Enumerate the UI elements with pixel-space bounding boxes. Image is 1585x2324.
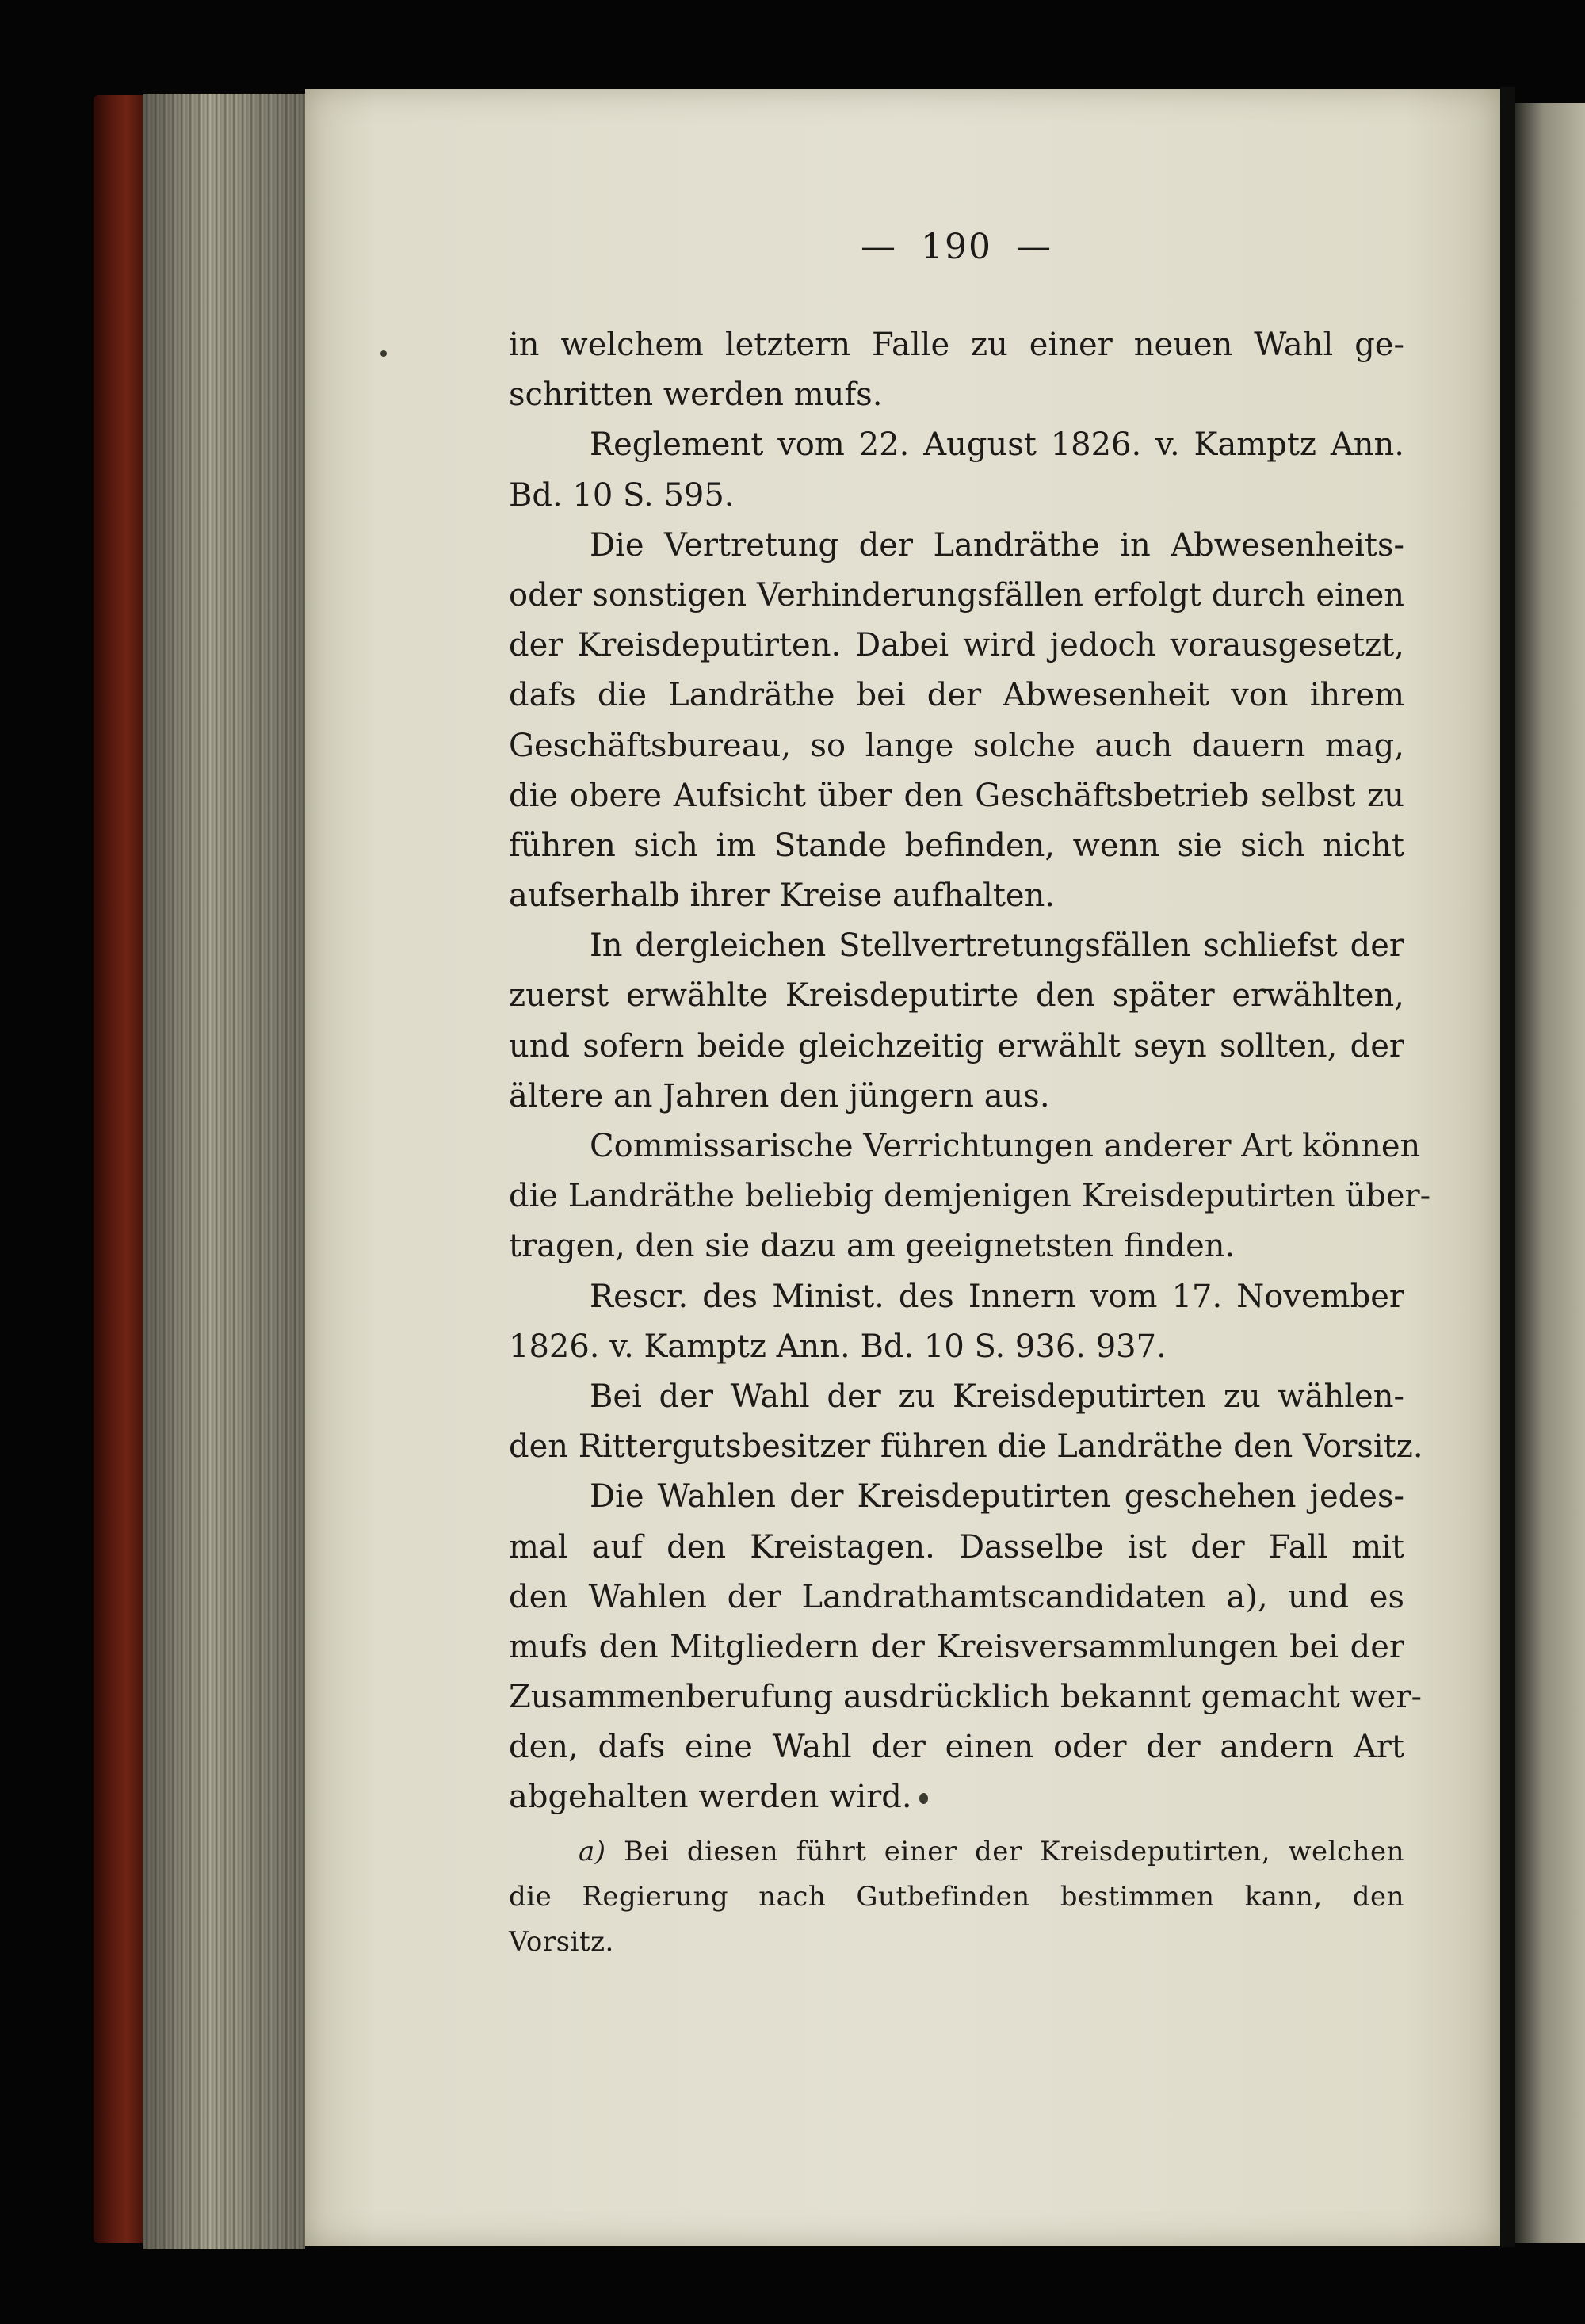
- book-gutter: [1500, 87, 1515, 2247]
- footnote-line: die Regierung nach Gutbefinden bestimmen kann, den: [509, 1881, 1404, 1913]
- text-line: den Rittergutsbesitzer führen die Landräthe den Vorsitz.: [509, 1428, 1423, 1466]
- text-line: schritten werden mufs.: [509, 377, 883, 414]
- text-line: den Wahlen der Landrathamtscandidaten a), und es: [509, 1578, 1404, 1615]
- page-number: 190: [921, 227, 992, 267]
- footnote-line-text: Bei diesen führt einer der Kreisdeputirten, welchen: [623, 1836, 1404, 1867]
- text-line: Die Wahlen der Kreisdeputirten geschehen jedes-: [590, 1478, 1404, 1516]
- text-line: der Kreisdeputirten. Dabei wird jedoch vorausgesetzt,: [509, 627, 1404, 664]
- stacked-page-edges: [143, 94, 305, 2249]
- text-line: Commissarische Verrichtungen anderer Art können: [590, 1128, 1421, 1164]
- text-line: Rescr. des Minist. des Innern vom 17. November: [590, 1278, 1404, 1315]
- facing-page-edge: [1515, 103, 1585, 2243]
- ink-speck: [380, 350, 387, 357]
- text-line: dafs die Landräthe bei der Abwesenheit von ihrem: [509, 677, 1404, 714]
- page-number-header: [509, 227, 1404, 267]
- footnote-line: Vorsitz.: [509, 1926, 614, 1958]
- text-line: mufs den Mitgliedern der Kreisversammlungen bei der: [509, 1628, 1404, 1665]
- ink-speck: [919, 1793, 928, 1804]
- text-line: zuerst erwählte Kreisdeputirte den später erwählten,: [509, 977, 1404, 1015]
- text-line: führen sich im Stande befinden, wenn sie sich nicht: [509, 827, 1404, 864]
- body-text: [509, 320, 1431, 1823]
- text-line: 1826. v. Kamptz Ann. Bd. 10 S. 936. 937.: [509, 1328, 1167, 1365]
- text-line: Geschäftsbureau, so lange solche auch dauern mag,: [509, 727, 1404, 764]
- text-line: Bd. 10 S. 595.: [509, 476, 735, 514]
- text-line: oder sonstigen Verhinderungsfällen erfolgt durch einen: [509, 576, 1404, 613]
- text-line: die obere Aufsicht über den Geschäftsbetrieb selbst zu: [509, 777, 1404, 814]
- text-line: tragen, den sie dazu am geeignetsten finden.: [509, 1228, 1236, 1265]
- text-line: ältere an Jahren den jüngern aus.: [509, 1077, 1050, 1114]
- text-line: den, dafs eine Wahl der einen oder der andern Art: [509, 1729, 1404, 1766]
- text-line: in welchem letztern Falle zu einer neuen Wahl ge-: [509, 327, 1404, 363]
- text-line: abgehalten werden wird.: [509, 1779, 912, 1816]
- book-cover-edge: [94, 95, 149, 2243]
- page-number-dash-right: —: [1015, 227, 1052, 267]
- text-line: mal auf den Kreistagen. Dasselbe ist der Fall mit: [509, 1528, 1404, 1565]
- footnote-marker: a): [579, 1836, 606, 1867]
- text-line: aufserhalb ihrer Kreise aufhalten.: [509, 877, 1056, 915]
- text-line: und sofern beide gleichzeitig erwählt seyn sollten, der: [509, 1027, 1404, 1065]
- footnote-line: [509, 1829, 1404, 1875]
- text-line: In dergleichen Stellvertretungsfällen schliefst der: [590, 927, 1404, 965]
- footnote: [509, 1829, 1404, 1965]
- text-line: die Landräthe beliebig demjenigen Kreisdeputirten über-: [509, 1178, 1431, 1215]
- text-line: Bei der Wahl der zu Kreisdeputirten zu wählen-: [590, 1378, 1404, 1415]
- text-line: Zusammenberufung ausdrücklich bekannt gemacht wer-: [509, 1679, 1422, 1716]
- text-line: Die Vertretung der Landräthe in Abwesenheits-: [590, 526, 1404, 564]
- text-line: Reglement vom 22. August 1826. v. Kamptz Ann.: [590, 426, 1404, 464]
- page-number-dash-left: —: [861, 227, 897, 267]
